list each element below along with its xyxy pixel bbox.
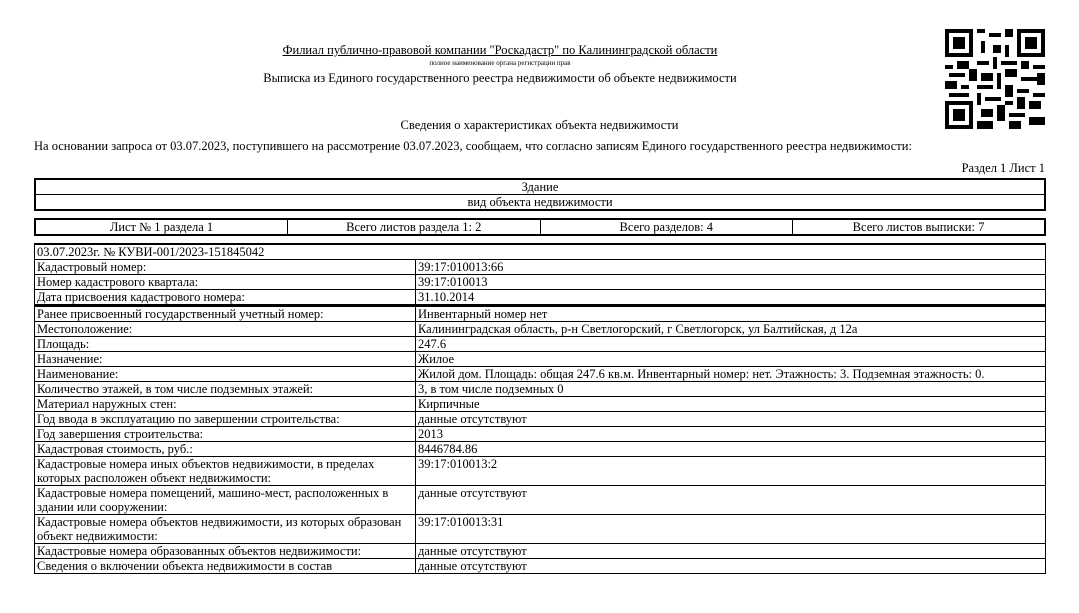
organization-caption: полное наименование органа регистрации прав <box>429 59 571 67</box>
table-row: Ранее присвоенный государственный учетный номер: Инвентарный номер нет <box>35 306 1046 322</box>
table-row: Материал наружных стен: Кирпичные <box>35 397 1046 412</box>
table-row: Площадь: 247.6 <box>35 337 1046 352</box>
table-row: Сведения о включении объекта недвижимости в состав данные отсутствуют <box>35 559 1046 574</box>
qr-code-icon <box>945 29 1045 129</box>
object-type-table <box>34 178 1046 211</box>
document-title: Выписка из Единого государственного реестра недвижимости об объекте недвижимости <box>263 71 737 85</box>
table-row: Кадастровые номера объектов недвижимости, из которых образован объект недвижимости: 39:17:010013:31 <box>35 515 1046 544</box>
intro-text: На основании запроса от 03.07.2023, поступившего на рассмотрение 03.07.2023, сообщаем, что согласно записям Единого государственного реестра недвижимости: <box>34 139 912 153</box>
table-row: Дата присвоения кадастрового номера: 31.10.2014 <box>35 290 1046 306</box>
table-row: Год завершения строительства: 2013 <box>35 427 1046 442</box>
table-row: Наименование: Жилой дом. Площадь: общая 247.6 кв.м. Инвентарный номер: нет. Этажность: 3. Подземная этажность: 0. <box>35 367 1046 382</box>
record-date-number: 03.07.2023г. № КУВИ-001/2023-151845042 <box>35 244 1046 260</box>
table-row: Кадастровые номера образованных объектов недвижимости: данные отсутствуют <box>35 544 1046 559</box>
object-type-caption: вид объекта недвижимости <box>35 195 1045 211</box>
record-table <box>34 243 1046 574</box>
table-row: Количество этажей, в том числе подземных этажей: 3, в том числе подземных 0 <box>35 382 1046 397</box>
organization-name: Филиал публично-правовой компании "Роскадастр" по Калининградской области <box>282 43 718 57</box>
table-row: Номер кадастрового квартала: 39:17:010013 <box>35 275 1046 290</box>
section-title: Сведения о характеристиках объекта недвижимости <box>400 118 679 132</box>
table-row: Кадастровые номера иных объектов недвижимости, в пределах которых расположен объект недвижимости: 39:17:010013:2 <box>35 457 1046 486</box>
sheets-table <box>34 218 1046 236</box>
table-row: Кадастровые номера помещений, машино-мест, расположенных в здании или сооружении: данные отсутствуют <box>35 486 1046 515</box>
section-sheet-info: Раздел 1 Лист 1 <box>961 161 1045 175</box>
table-row: Год ввода в эксплуатацию по завершении строительства: данные отсутствуют <box>35 412 1046 427</box>
table-row: Местоположение: Калининградская область, р-н Светлогорский, г Светлогорск, ул Балтийская, д 12а <box>35 322 1046 337</box>
sheet-number: Лист № 1 раздела 1 <box>35 219 288 235</box>
table-row: Кадастровая стоимость, руб.: 8446784.86 <box>35 442 1046 457</box>
table-row: Назначение: Жилое <box>35 352 1046 367</box>
total-sections: Всего разделов: 4 <box>540 219 793 235</box>
total-sheets-extract: Всего листов выписки: 7 <box>793 219 1046 235</box>
table-row: Кадастровый номер: 39:17:010013:66 <box>35 260 1046 275</box>
total-sheets-section: Всего листов раздела 1: 2 <box>288 219 541 235</box>
object-type: Здание <box>35 179 1045 195</box>
